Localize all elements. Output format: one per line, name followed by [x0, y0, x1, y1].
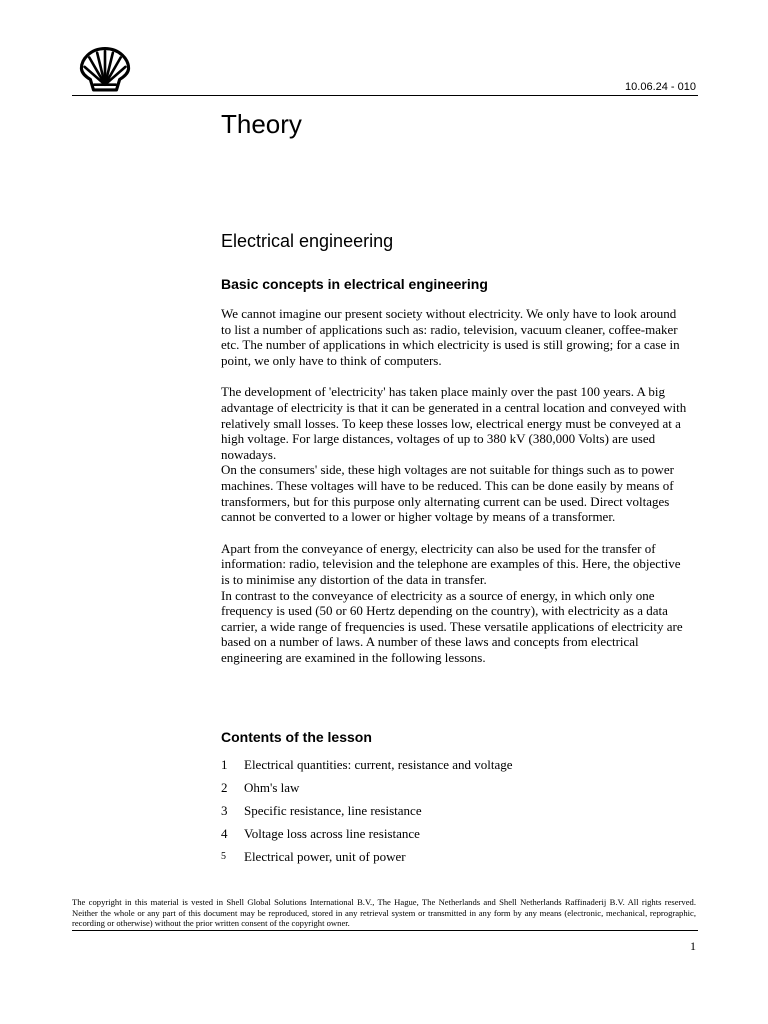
item-text: Voltage loss across line resistance — [244, 826, 420, 841]
page-title: Theory — [221, 109, 302, 139]
item-number: 3 — [221, 803, 228, 818]
section-title: Electrical engineering — [221, 231, 394, 251]
list-item — [221, 849, 687, 872]
item-text: Electrical power, unit of power — [244, 849, 406, 864]
paragraph: Apart from the conveyance of energy, electricity can also be used for the transfer of information: radio, television and the telephone are examples of this. Here, the objective is to minimise any distortion of the data in transfer. In contrast to the conveyance of electricity as a source of energy, in which only one frequency is used (50 or 60 Hertz depending on the country), with electricity as a data carrier, a wide range of frequencies is used. These versatile applications of electricity are based on a number of laws. A number of these laws and concepts from electrical engineering are examined in the following lessons. — [221, 540, 683, 665]
list-item — [221, 803, 687, 826]
list-item — [221, 826, 687, 849]
item-number: 2 — [221, 780, 228, 795]
contents-list — [221, 757, 687, 872]
item-text: Ohm's law — [244, 780, 300, 795]
item-text: Specific resistance, line resistance — [244, 803, 422, 818]
item-number: 4 — [221, 826, 228, 841]
item-number: 1 — [221, 757, 228, 772]
list-item — [221, 780, 687, 803]
page-number: 1 — [690, 939, 696, 953]
header-divider — [72, 95, 698, 96]
shell-logo-icon — [78, 46, 132, 92]
list-item — [221, 757, 687, 780]
item-number: 5 — [221, 851, 226, 862]
paragraph: We cannot imagine our present society without electricity. We only have to look around to list a number of applications such as: radio, television, vacuum cleaner, coffee-maker etc. The number of applications in which electricity is used is still growing; for a case in point, we only have to think of computers. — [221, 306, 680, 368]
body-text — [221, 306, 687, 681]
document-code: 10.06.24 - 010 — [625, 81, 696, 93]
item-text: Electrical quantities: current, resistance and voltage — [244, 757, 513, 772]
paragraph: The development of 'electricity' has taken place mainly over the past 100 years. A big advantage of electricity is that it can be generated in a central location and conveyed with relatively small losses. To keep these losses low, electrical energy must be conveyed at a high voltage. For large distances, voltages of up to 380 kV (380,000 Volts) are used nowadays. On the consumers' side, these high voltages are not suitable for things such as to power machines. These voltages will have to be reduced. This can be done easily by means of transformers, but for this purpose only alternating current can be used. Direct voltages cannot be converted to a lower or higher voltage by means of a transformer. — [221, 384, 687, 525]
footer-divider — [72, 930, 698, 931]
copyright-notice: The copyright in this material is vested in Shell Global Solutions International B.V., The Hague, The Netherlands and Shell Netherlands Raffinaderij B.V. All rights reserved. Neither the whole or any part of this document may be reproduced, stored in any retrieval system or transmitted in any form by any means (electronic, mechanical, reprographic, recording or otherwise) without the prior written consent of the copyright owner. — [72, 897, 696, 928]
contents-heading: Contents of the lesson — [221, 729, 372, 745]
subsection-title: Basic concepts in electrical engineering — [221, 276, 488, 292]
